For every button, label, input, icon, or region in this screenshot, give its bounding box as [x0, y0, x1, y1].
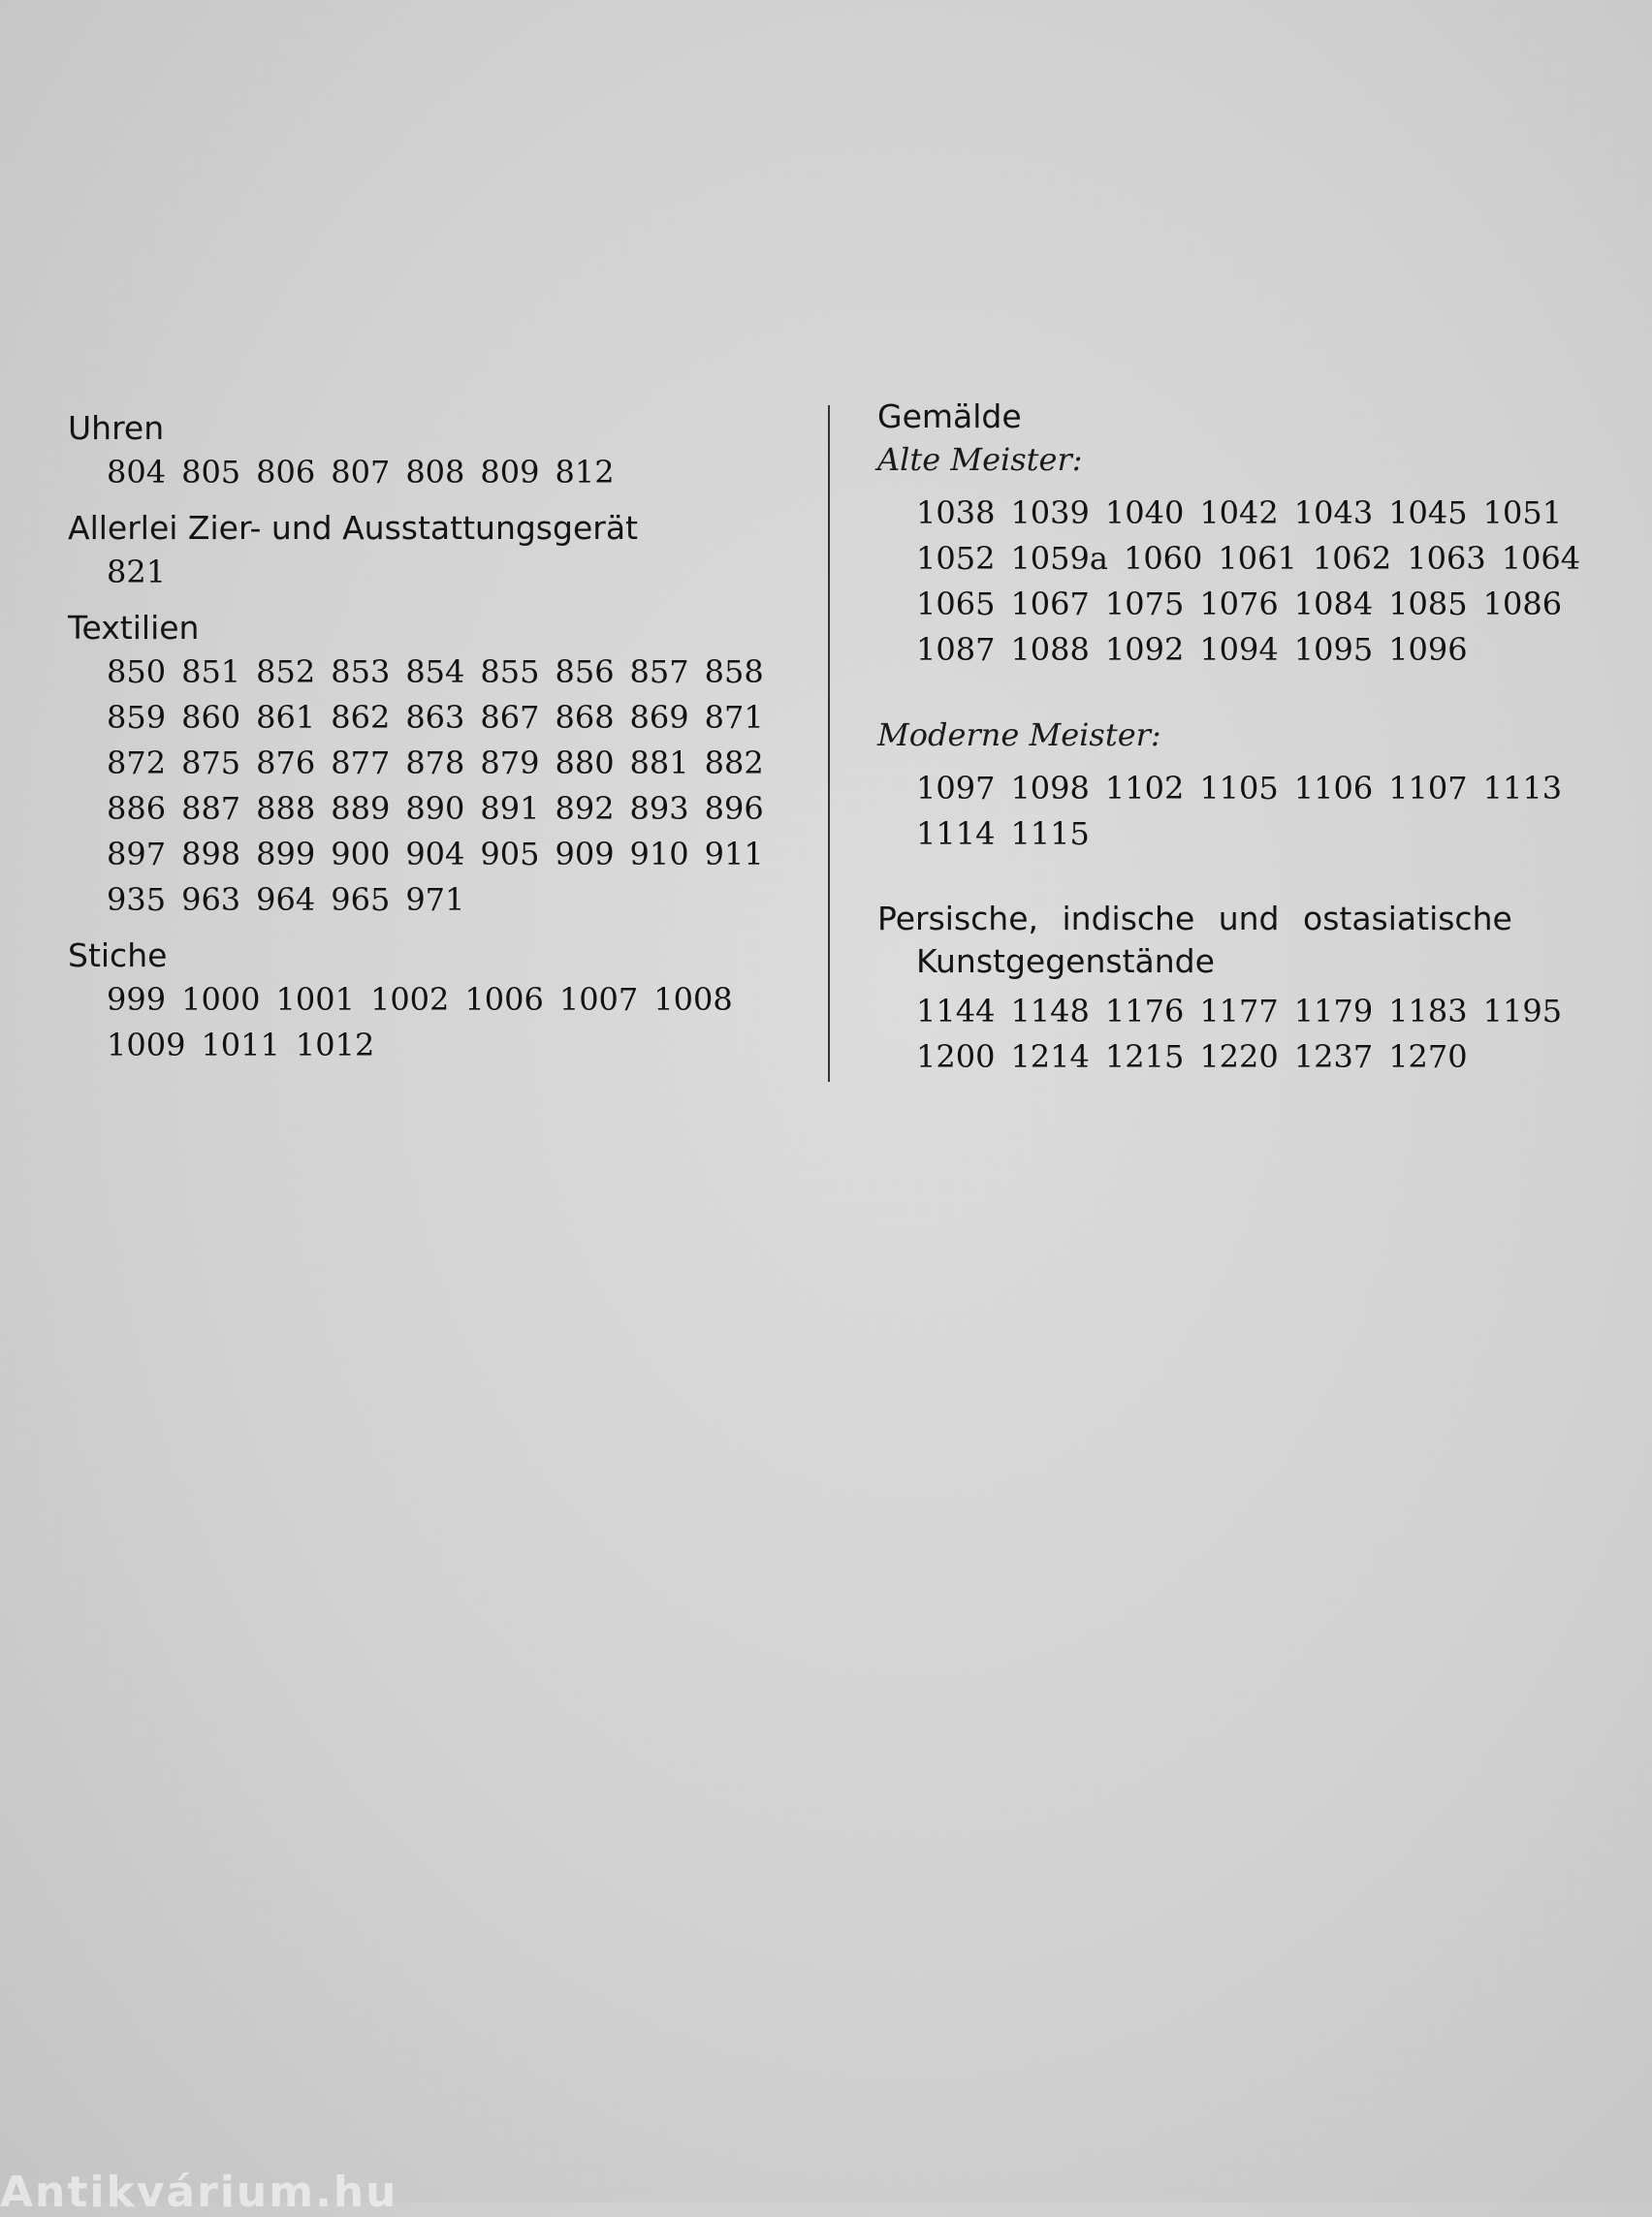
lot-number: 857 — [629, 653, 689, 690]
lot-number: 1052 — [916, 540, 996, 577]
lot-number: 1087 — [916, 631, 996, 668]
lot-number: 1148 — [1010, 993, 1090, 1029]
lot-number: 856 — [555, 653, 615, 690]
number-row — [916, 582, 1624, 627]
number-row — [916, 766, 1624, 811]
lot-number: 1062 — [1312, 540, 1392, 577]
number-row — [916, 536, 1624, 582]
lot-number: 858 — [704, 653, 764, 690]
lot-number: 1214 — [1010, 1038, 1090, 1075]
watermark-text: Antikvárium.hu — [0, 2168, 398, 2217]
number-row — [107, 877, 814, 923]
number-row — [107, 786, 814, 832]
lot-number: 911 — [704, 836, 764, 872]
show-through-text — [524, 165, 549, 237]
lot-number: 1011 — [201, 1027, 280, 1063]
lot-number: 1084 — [1293, 586, 1374, 622]
lot-number: 964 — [256, 881, 316, 918]
left-column — [68, 407, 814, 1080]
lot-number: 862 — [331, 699, 391, 736]
lot-number: 867 — [480, 699, 540, 736]
lot-number: 872 — [107, 744, 167, 781]
subsection-heading-alte-meister: Alte Meister: — [877, 441, 1083, 478]
lot-number: 963 — [181, 881, 241, 918]
lot-number: 935 — [107, 881, 167, 918]
lot-number: 1085 — [1388, 586, 1468, 622]
lot-number: 1237 — [1293, 1038, 1374, 1075]
number-row — [107, 450, 814, 495]
subsection-heading-moderne-meister: Moderne Meister: — [877, 716, 1161, 753]
number-row — [107, 550, 814, 595]
lot-number: 808 — [405, 454, 465, 491]
lot-number: 863 — [405, 699, 465, 736]
section-heading: Allerlei Zier- und Ausstattungsgerät — [68, 509, 638, 547]
lot-number: 1220 — [1199, 1038, 1279, 1075]
section-heading: Gemälde — [877, 397, 1022, 435]
number-row — [916, 627, 1624, 673]
lot-number: 821 — [107, 554, 167, 590]
lot-number: 1065 — [916, 586, 996, 622]
lot-number: 868 — [555, 699, 615, 736]
lot-number: 853 — [331, 653, 391, 690]
lot-number: 812 — [555, 454, 615, 491]
lot-number: 880 — [555, 744, 615, 781]
lot-number: 900 — [331, 836, 391, 872]
lot-number: 1144 — [916, 993, 996, 1029]
lot-number: 871 — [704, 699, 764, 736]
lot-number: 850 — [107, 653, 167, 690]
lot-number: 965 — [331, 881, 391, 918]
lot-number: 889 — [331, 790, 391, 827]
lot-number: 878 — [405, 744, 465, 781]
lot-number: 1200 — [916, 1038, 996, 1075]
lot-number: 1006 — [464, 981, 544, 1018]
lot-number: 1215 — [1104, 1038, 1185, 1075]
lot-number: 896 — [704, 790, 764, 827]
lot-number: 1075 — [1104, 586, 1185, 622]
lot-number: 1000 — [181, 981, 261, 1018]
lot-number: 1076 — [1199, 586, 1279, 622]
lot-number: 1114 — [916, 815, 996, 852]
lot-number: 804 — [107, 454, 167, 491]
lot-number: 897 — [107, 836, 167, 872]
lot-number: 882 — [704, 744, 764, 781]
section-allerlei — [68, 507, 814, 595]
lot-number: 999 — [107, 981, 167, 1018]
lot-number: 1097 — [916, 770, 996, 807]
lot-number: 1002 — [369, 981, 450, 1018]
number-list — [877, 766, 1624, 857]
number-list — [68, 450, 814, 495]
lot-number: 1092 — [1104, 631, 1185, 668]
lot-number: 851 — [181, 653, 241, 690]
lot-number: 898 — [181, 836, 241, 872]
number-row — [916, 989, 1624, 1034]
lot-number: 876 — [256, 744, 316, 781]
section-heading: Textilien — [68, 609, 200, 647]
lot-number: 1042 — [1199, 494, 1279, 531]
lot-number: 1045 — [1388, 494, 1468, 531]
lot-number: 1096 — [1388, 631, 1468, 668]
lot-number: 1063 — [1407, 540, 1486, 577]
lot-number: 886 — [107, 790, 167, 827]
number-list — [68, 977, 814, 1068]
lot-number: 1176 — [1104, 993, 1185, 1029]
lot-number: 1012 — [295, 1027, 375, 1063]
lot-number: 1195 — [1482, 993, 1563, 1029]
lot-number: 1113 — [1482, 770, 1563, 807]
lot-number: 909 — [555, 836, 615, 872]
number-row — [916, 811, 1624, 857]
lot-number: 910 — [629, 836, 689, 872]
lot-number: 1064 — [1501, 540, 1581, 577]
lot-number: 904 — [405, 836, 465, 872]
section-heading: Persische, indische und ostasiatische — [877, 900, 1512, 937]
lot-number: 899 — [256, 836, 316, 872]
lot-number: 869 — [629, 699, 689, 736]
number-row — [107, 1023, 814, 1068]
number-row — [107, 977, 814, 1023]
number-row — [107, 832, 814, 877]
number-row — [916, 1034, 1624, 1080]
lot-number: 861 — [256, 699, 316, 736]
section-heading-continued: Kunstgegenstände — [916, 942, 1215, 980]
number-list — [877, 491, 1624, 673]
section-gemaelde — [877, 396, 1624, 857]
number-row — [107, 695, 814, 741]
lot-number: 971 — [405, 881, 465, 918]
lot-number: 891 — [480, 790, 540, 827]
lot-number: 807 — [331, 454, 391, 491]
lot-number: 1270 — [1388, 1038, 1468, 1075]
lot-number: 1043 — [1293, 494, 1374, 531]
section-stiche — [68, 934, 814, 1068]
lot-number: 877 — [331, 744, 391, 781]
section-persische — [877, 898, 1624, 1080]
lot-number: 875 — [181, 744, 241, 781]
lot-number: 1102 — [1104, 770, 1185, 807]
number-list — [68, 649, 814, 923]
lot-number: 1107 — [1388, 770, 1468, 807]
lot-number: 1009 — [107, 1027, 186, 1063]
lot-number: 1067 — [1010, 586, 1090, 622]
lot-number: 1040 — [1104, 494, 1185, 531]
number-list — [877, 989, 1624, 1080]
section-heading: Uhren — [68, 409, 165, 447]
lot-number: 1007 — [558, 981, 639, 1018]
lot-number: 1060 — [1123, 540, 1203, 577]
lot-number: 892 — [555, 790, 615, 827]
lot-number: 1086 — [1482, 586, 1563, 622]
number-row — [916, 491, 1624, 536]
lot-number: 859 — [107, 699, 167, 736]
lot-number: 905 — [480, 836, 540, 872]
lot-number: 852 — [256, 653, 316, 690]
lot-number: 1051 — [1482, 494, 1563, 531]
lot-number: 809 — [480, 454, 540, 491]
section-textilien — [68, 607, 814, 923]
lot-number: 1105 — [1199, 770, 1279, 807]
lot-number: 1038 — [916, 494, 996, 531]
lot-number: 1088 — [1010, 631, 1090, 668]
section-uhren — [68, 407, 814, 495]
lot-number: 879 — [480, 744, 540, 781]
lot-number: 1039 — [1010, 494, 1090, 531]
lot-number: 881 — [629, 744, 689, 781]
lot-number: 1106 — [1293, 770, 1374, 807]
lot-number: 1115 — [1010, 815, 1090, 852]
lot-number: 860 — [181, 699, 241, 736]
lot-number: 888 — [256, 790, 316, 827]
lot-number: 890 — [405, 790, 465, 827]
lot-number: 1179 — [1293, 993, 1374, 1029]
lot-number: 1095 — [1293, 631, 1374, 668]
lot-number: 1094 — [1199, 631, 1279, 668]
lot-number: 893 — [629, 790, 689, 827]
lot-number: 1008 — [653, 981, 733, 1018]
lot-number: 887 — [181, 790, 241, 827]
lot-number: 1059a — [1010, 540, 1108, 577]
lot-number: 854 — [405, 653, 465, 690]
lot-number: 1001 — [275, 981, 355, 1018]
lot-number: 1177 — [1199, 993, 1279, 1029]
section-heading: Stiche — [68, 936, 168, 974]
lot-number: 805 — [181, 454, 241, 491]
number-list — [68, 550, 814, 595]
number-row — [107, 649, 814, 695]
lot-number: 855 — [480, 653, 540, 690]
lot-number: 806 — [256, 454, 316, 491]
lot-number: 1098 — [1010, 770, 1090, 807]
lot-number: 1183 — [1388, 993, 1468, 1029]
lot-number: 1061 — [1218, 540, 1297, 577]
number-row — [107, 741, 814, 786]
right-column — [877, 396, 1624, 1092]
column-divider — [828, 405, 830, 1082]
